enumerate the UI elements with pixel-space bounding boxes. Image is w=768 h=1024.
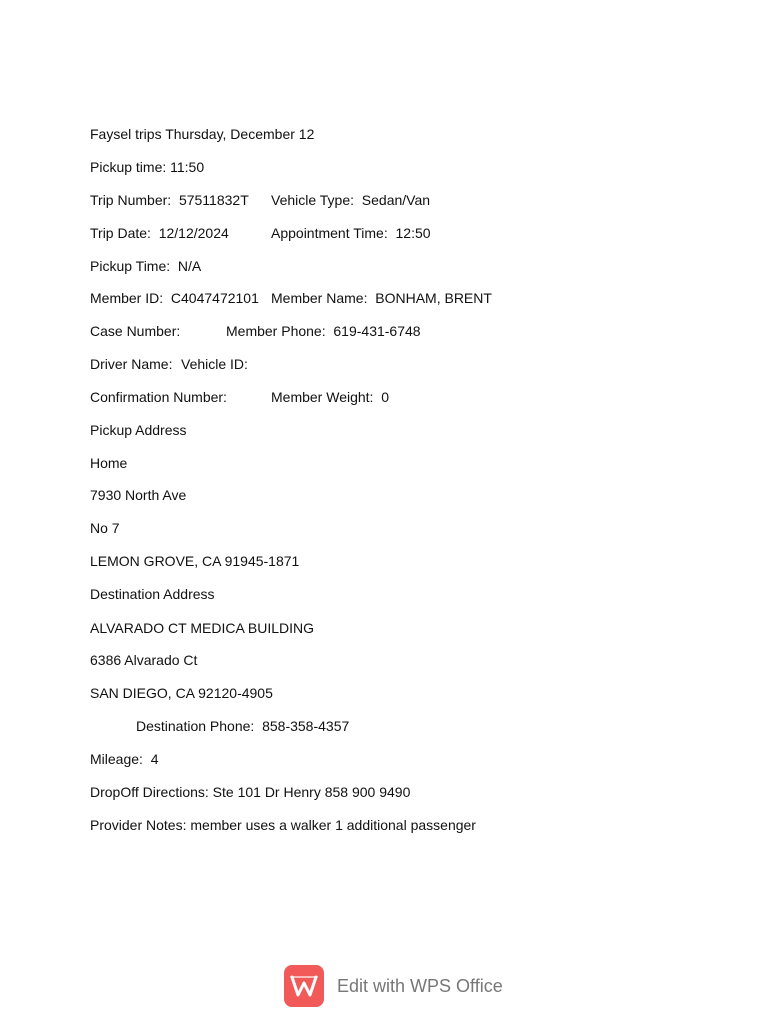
case-number: Case Number:: [90, 323, 181, 339]
pickup-time-header: Pickup time: 11:50: [90, 159, 205, 175]
vehicle-type: Vehicle Type: Sedan/Van: [271, 192, 431, 208]
mileage: Mileage: 4: [90, 751, 159, 767]
destination-address-label: Destination Address: [90, 586, 215, 602]
trip-number: Trip Number: 57511832T: [90, 192, 249, 208]
appointment-time: Appointment Time: 12:50: [271, 225, 431, 241]
destination-address-line: SAN DIEGO, CA 92120-4905: [90, 685, 273, 701]
pickup-address-line: LEMON GROVE, CA 91945-1871: [90, 553, 300, 569]
driver-name: Driver Name:: [90, 356, 173, 372]
wps-w-icon: [289, 973, 319, 999]
pickup-time: Pickup Time: N/A: [90, 258, 202, 274]
wps-edit-label[interactable]: Edit with WPS Office: [337, 975, 503, 996]
member-phone: Member Phone: 619-431-6748: [226, 323, 421, 339]
destination-phone: Destination Phone: 858-358-4357: [136, 718, 350, 734]
destination-address-line: ALVARADO CT MEDICA BUILDING: [90, 620, 315, 636]
destination-address-line: 6386 Alvarado Ct: [90, 652, 198, 668]
member-weight: Member Weight: 0: [271, 389, 390, 405]
wps-office-logo-icon[interactable]: [284, 965, 324, 1007]
pickup-address-line: 7930 North Ave: [90, 487, 187, 503]
member-id: Member ID: C4047472101: [90, 290, 259, 306]
pickup-address-line: Home: [90, 455, 128, 471]
trip-date: Trip Date: 12/12/2024: [90, 225, 229, 241]
pickup-address-label: Pickup Address: [90, 422, 187, 438]
dropoff-directions: DropOff Directions: Ste 101 Dr Henry 858 900 9490: [90, 784, 411, 800]
member-name: Member Name: BONHAM, BRENT: [271, 290, 492, 306]
pickup-address-line: No 7: [90, 520, 120, 536]
vehicle-id: Vehicle ID:: [181, 356, 248, 372]
provider-notes: Provider Notes: member uses a walker 1 additional passenger: [90, 817, 476, 833]
wps-edit-banner[interactable]: [284, 965, 503, 1007]
document-title: Faysel trips Thursday, December 12: [90, 126, 315, 142]
confirmation-number: Confirmation Number:: [90, 389, 227, 405]
